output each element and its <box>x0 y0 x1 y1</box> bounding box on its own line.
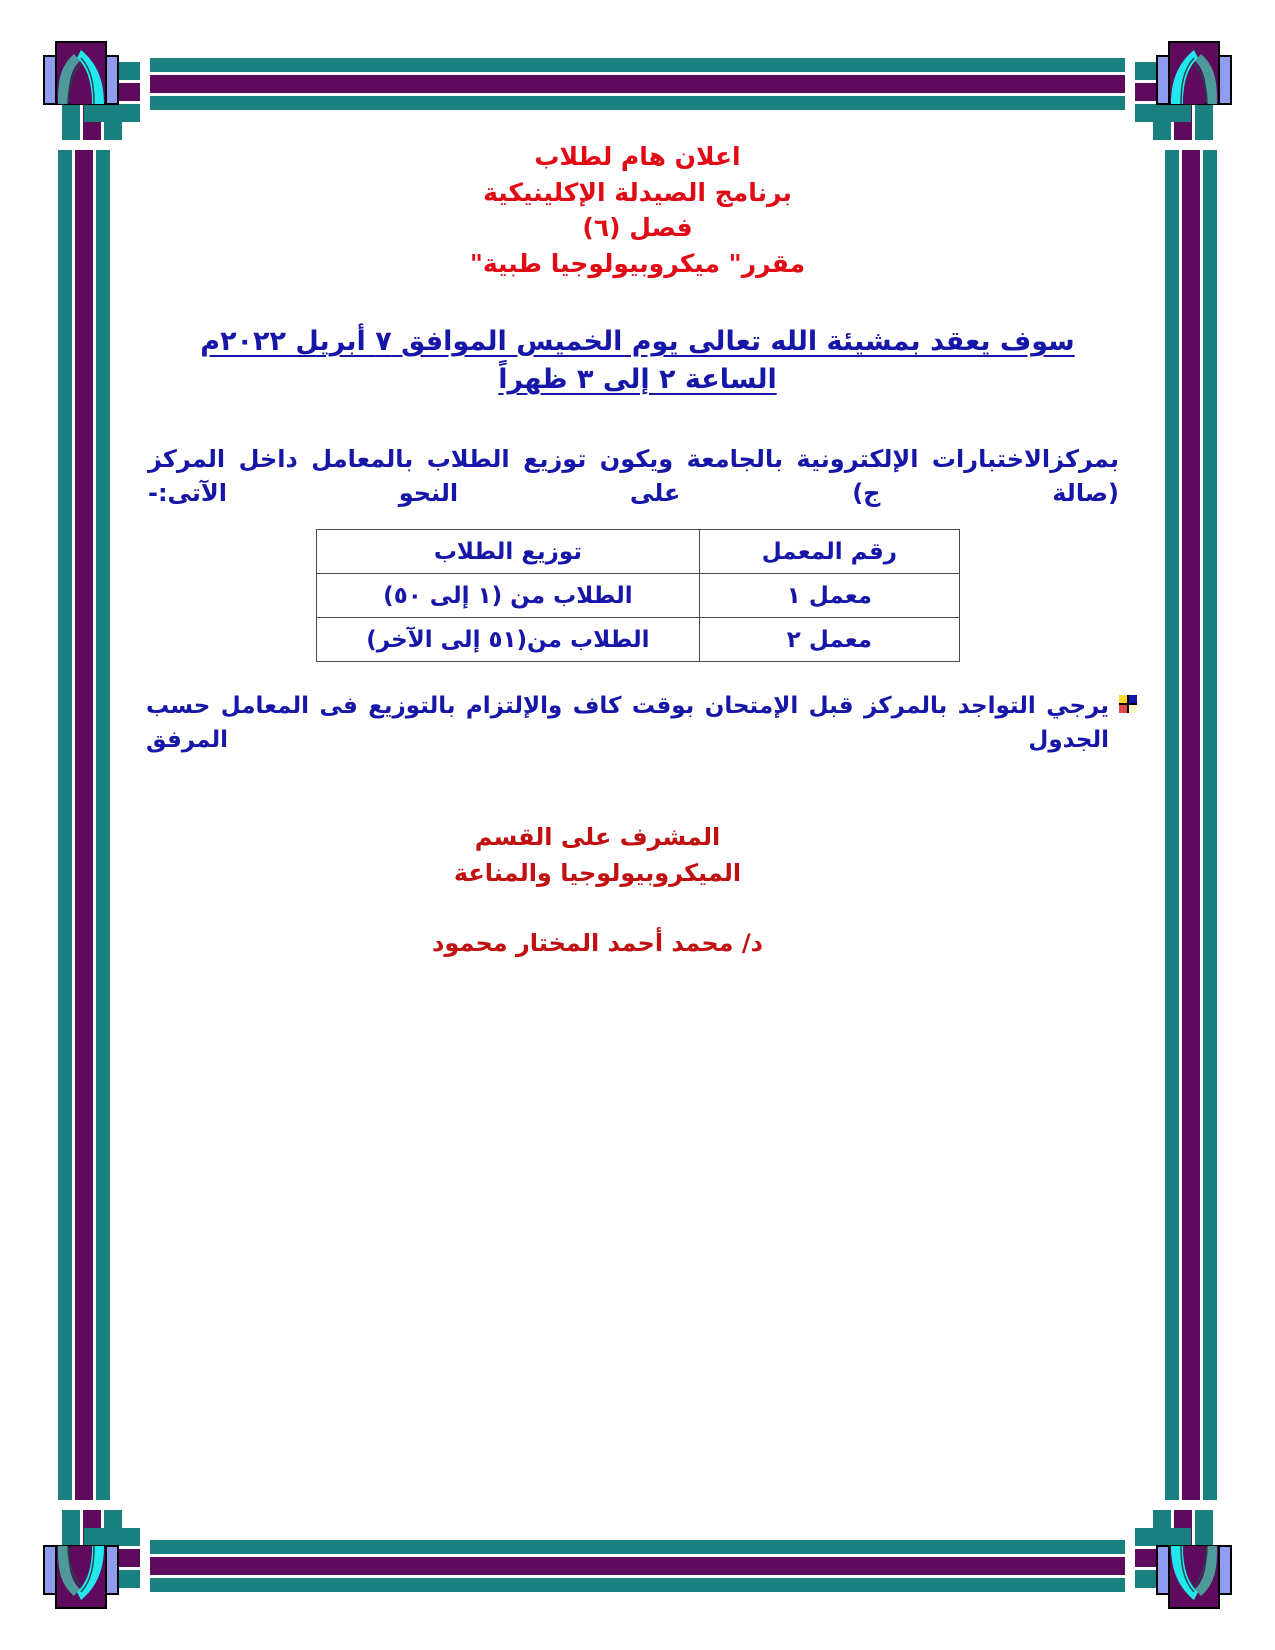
table-header-lab-number: رقم المعمل <box>700 530 959 574</box>
heading-line-4: مقرر" ميكروبيولوجيا طبية" <box>469 248 806 278</box>
exam-date-line: سوف يعقد بمشيئة الله تعالى يوم الخميس الموافق ٧ أبريل ٢٠٢٢م <box>200 326 1075 357</box>
instruction-note <box>140 690 1135 757</box>
border-bar-top <box>150 58 1125 110</box>
cell-distribution-1: الطلاب من (١ إلى ٥٠) <box>316 574 700 618</box>
exam-time-line: الساعة ٢ إلى ٣ ظهراً <box>498 364 777 396</box>
heading-line-1: اعلان هام لطلاب <box>534 142 741 171</box>
cell-lab-number-1: معمل ١ <box>700 574 959 618</box>
exam-datetime <box>140 323 1135 400</box>
border-bar-right <box>1165 150 1217 1500</box>
signature-role-line-2: الميكروبيولوجيا والمناعة <box>453 858 742 887</box>
table-header-row <box>316 530 959 574</box>
signature-name: د/ محمد أحمد المختار محمود <box>432 928 763 957</box>
corner-ornament-top-right <box>1135 28 1247 140</box>
heading-line-2: برنامج الصيدلة الإكلينيكية <box>483 177 792 207</box>
corner-ornament-top-left <box>28 28 140 140</box>
table-header-distribution: توزيع الطلاب <box>316 530 700 574</box>
signature-role-line-1: المشرف على القسم <box>474 822 721 851</box>
table-row <box>316 574 959 618</box>
document-content <box>140 125 1135 1520</box>
heading-line-3: فصل (٦) <box>582 213 693 242</box>
venue-paragraph: بمركزالاختبارات الإلكترونية بالجامعة ويكون توزيع الطلاب بالمعامل داخل المركز (صالة ج) على النحو الآتى:- <box>148 444 1119 508</box>
lab-distribution-table <box>316 529 960 662</box>
cell-lab-number-2: معمل ٢ <box>700 618 959 662</box>
border-bar-left <box>58 150 110 1500</box>
corner-ornament-bottom-right <box>1135 1510 1247 1622</box>
announcement-heading <box>140 139 1135 281</box>
instruction-note-text: يرجي التواجد بالمركز قبل الإمتحان بوقت كاف والإلتزام بالتوزيع فى المعامل حسب الجدول المرفق <box>146 693 1109 753</box>
colored-square-bullet-icon <box>1119 695 1137 713</box>
signature-block <box>140 819 1135 961</box>
cell-distribution-2: الطلاب من(٥١ إلى الآخر) <box>316 618 700 662</box>
table-row <box>316 618 959 662</box>
border-bar-bottom <box>150 1540 1125 1592</box>
lab-distribution-table-wrapper <box>140 529 1135 662</box>
corner-ornament-bottom-left <box>28 1510 140 1622</box>
